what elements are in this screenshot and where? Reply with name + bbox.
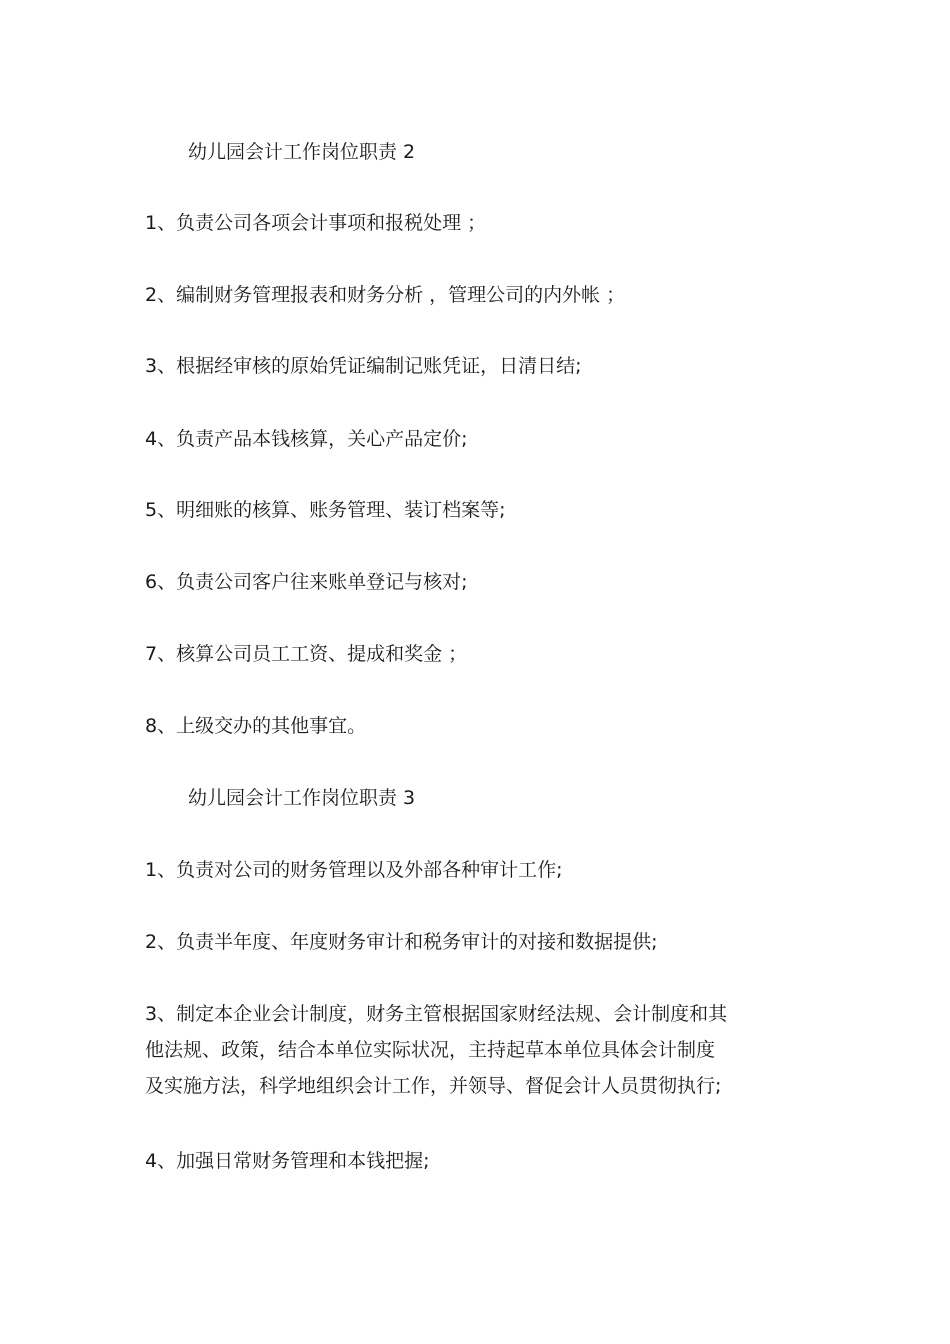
list-item: 1、负责对公司的财务管理以及外部各种审计工作; xyxy=(145,859,563,881)
list-item: 4、负责产品本钱核算，关心产品定价; xyxy=(145,428,468,450)
list-item-continued: 他法规、政策，结合本单位实际状况，主持起草本单位具体会计制度 xyxy=(145,1039,716,1061)
list-item: 6、负责公司客户往来账单登记与核对; xyxy=(145,571,468,593)
list-item: 3、根据经审核的原始凭证编制记账凭证，日清日结; xyxy=(145,355,582,377)
list-item: 8、上级交办的其他事宜。 xyxy=(145,715,367,737)
list-item: 2、负责半年度、年度财务审计和税务审计的对接和数据提供; xyxy=(145,931,658,953)
list-item: 2、编制财务管理报表和财务分析 ，管理公司的内外帐 ； xyxy=(145,284,626,306)
list-item: 4、加强日常财务管理和本钱把握; xyxy=(145,1150,430,1172)
list-item-continued: 及实施方法，科学地组织会计工作，并领导、督促会计人员贯彻执行; xyxy=(145,1075,722,1097)
list-item: 3、制定本企业会计制度，财务主管根据国家财经法规、会计制度和其 xyxy=(145,1003,728,1025)
list-item: 7、核算公司员工工资、提成和奖金 ； xyxy=(145,643,468,665)
list-item: 1、负责公司各项会计事项和报税处理 ； xyxy=(145,212,487,234)
section-heading: 幼儿园会计工作岗位职责 3 xyxy=(188,787,416,809)
list-item: 5、明细账的核算、账务管理、装订档案等; xyxy=(145,499,506,521)
section-heading: 幼儿园会计工作岗位职责 2 xyxy=(188,141,416,163)
